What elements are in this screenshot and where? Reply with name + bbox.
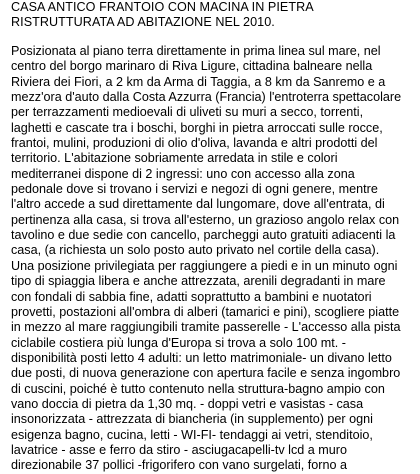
text-line: tavolino e due sedie con cancello, parcheggi auto gratuiti adiacenti la: [11, 228, 396, 243]
text-line: Riviera dei Fiori, a 2 km da Arma di Taggia, a 8 km da Sanremo e a: [11, 74, 386, 89]
text-line: insonorizzata - attrezzata di biancheria (in supplemento) per ogni: [11, 412, 373, 427]
description-paragraph: [11, 44, 413, 474]
text-line: in mezzo al mare raggiungibili tramite passerelle - L'accesso alla pista: [11, 320, 401, 335]
text-line: casa, (a richiesta un solo posto auto privato nel cortile della casa).: [11, 243, 380, 258]
text-line: lavatrice - asse e ferro da stiro - asciugacapelli-tv lcd a muro: [11, 442, 347, 457]
text-line: tipo di spiaggia libera e anche attrezzata, arenili degradanti in mare: [11, 274, 386, 289]
document-heading: [11, 0, 413, 30]
text-line: con fondali di sabbia fine, adatti soprattutto a bambini e nuotatori: [11, 289, 372, 304]
text-line: Una posizione privilegiata per raggiungere a piedi e in un minuto ogni: [11, 258, 398, 273]
text-line: Posizionata al piano terra direttamente in prima linea sul mare, nel: [11, 44, 381, 58]
text-line: frantoi, mulini, produzioni di olio d'oliva, lavanda e altri prodotti del: [11, 136, 378, 151]
text-line: centro del borgo marinaro di Riva Ligure, cittadina balneare nella: [11, 59, 373, 74]
document: [11, 0, 413, 474]
text-line: di cuscini, poiché è tutto contenuto nella struttura-bagno ampio con: [11, 381, 385, 396]
text-line: territorio. L'abitazione sobriamente arredata in stile e colori: [11, 151, 338, 166]
text-line: mezz'ora d'auto dalla Costa Azzurra (Francia) l'entroterra spettacolare: [11, 90, 402, 105]
text-line: esigenza bagno, cucina, letti - WI-FI- tendaggi ai vetri, stenditoio,: [11, 427, 373, 442]
text-line: laghetti e cascate tra i boschi, borghi in pietra arroccati sulle rocce,: [11, 120, 383, 135]
text-line: mediterranei dispone di 2 ingressi: uno con accesso alla zona: [11, 166, 355, 181]
heading-line: RISTRUTTURATA AD ABITAZIONE NEL 2010.: [11, 15, 275, 29]
text-line: pertinenza alla casa, si trova all'esterno, un grazioso angolo relax con: [11, 212, 400, 227]
text-line: ciclabile costiera più lunga d'Europa si trova a solo 100 mt. -: [11, 335, 346, 350]
text-line: disponibilità posti letto 4 adulti: un letto matrimoniale- un divano letto: [11, 350, 392, 365]
text-line: pedonale dove si trovano i servizi e negozi di ogni genere, mentre: [11, 182, 378, 197]
text-line: per terrazzamenti medioevali di uliveti su muri a secco, torrenti,: [11, 105, 364, 120]
text-line: provetti, postazioni all'ombra di alberi (tamarici e pini), scogliere piatte: [11, 304, 400, 319]
text-line: vano doccia di pietra da 1,30 mq. - doppi vetri e vasistas - casa: [11, 396, 364, 411]
text-line: due posti, di nuova generazione con apertura facile e senza ingombro: [11, 366, 401, 381]
text-line: direzionabile 37 pollici -frigorifero con vano surgelati, forno a: [11, 458, 348, 473]
text-line: l'altro accede a sud direttamente dal lungomare, dove all'entrata, di: [11, 197, 385, 212]
heading-line: CASA ANTICO FRANTOIO CON MACINA IN PIETRA: [11, 0, 314, 14]
